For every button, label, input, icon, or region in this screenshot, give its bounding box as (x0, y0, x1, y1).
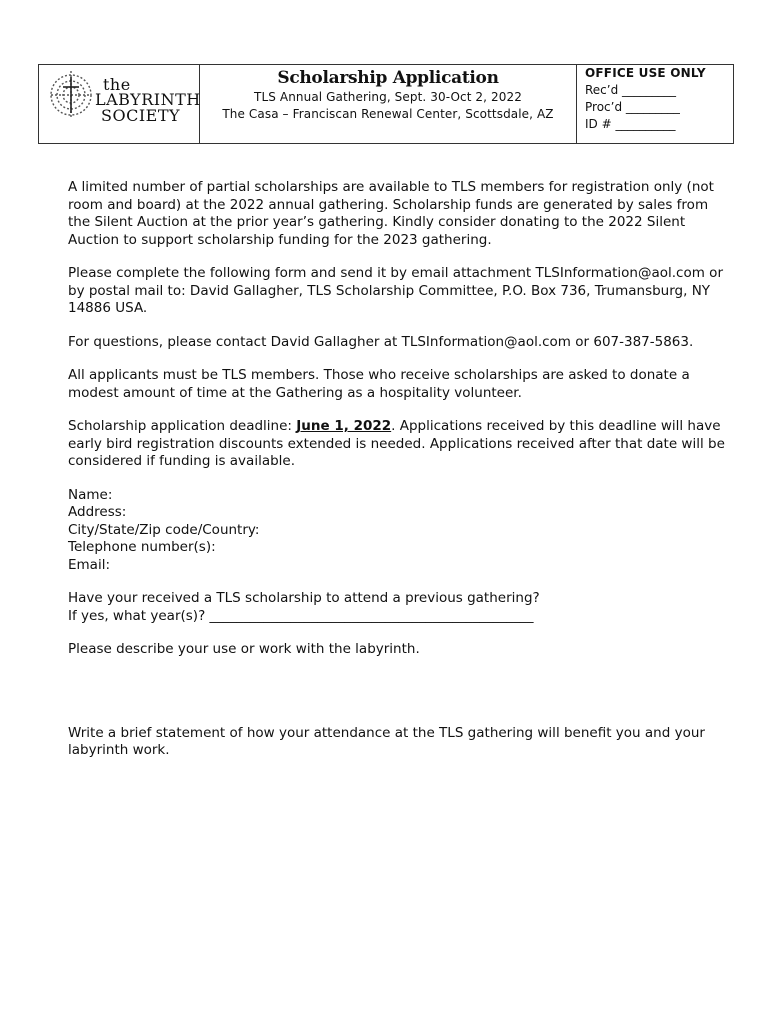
logo-word-society: SOCIETY (101, 106, 181, 125)
statement-prompt: Write a brief statement of how your attendance at the TLS gathering will benefit you and your labyrinth work. (68, 724, 705, 758)
logo-word-labyrinth: LABYRINTH (95, 90, 201, 109)
office-use-heading: OFFICE USE ONLY (585, 66, 706, 80)
previous-scholarship (68, 590, 732, 625)
name-label: Name: (68, 486, 113, 503)
membership-paragraph: All applicants must be TLS members. Those who receive scholarships are asked to donate a modest amount of time at the Gathering as a hospitality volunteer. (68, 367, 690, 401)
email-label: Email: (68, 556, 111, 573)
applicant-fields (68, 487, 732, 575)
phone-label: Telephone number(s): (68, 539, 216, 555)
logo-word-the: the (103, 75, 131, 94)
office-use-box (577, 65, 733, 143)
submission-paragraph: Please complete the following form and send it by email attachment TLSInformation@aol.com or by postal mail to: David Gallagher, TLS Scholarship Committee, P.O. Box 736, Trumansburg, NY 14886 USA. (68, 265, 723, 316)
processed-field: Proc’d _________ (585, 100, 680, 114)
body-text (68, 179, 732, 776)
previous-scholarship-question: Have your received a TLS scholarship to attend a previous gathering? (68, 590, 540, 606)
header-table (38, 64, 734, 144)
id-field: ID # __________ (585, 117, 676, 131)
deadline-prefix: Scholarship application deadline: (68, 418, 297, 434)
deadline-date: June 1, 2022 (296, 418, 392, 434)
contact-paragraph: For questions, please contact David Gallagher at TLSInformation@aol.com or 607-387-5863. (68, 333, 694, 350)
describe-prompt: Please describe your use or work with the labyrinth. (68, 641, 420, 657)
received-field: Rec’d _________ (585, 83, 677, 97)
title-cell (200, 65, 577, 143)
previous-years-field: If yes, what year(s)? ________________________________________________ (68, 607, 534, 624)
deadline-suffix: . Applications received by this deadline will have early bird registration discounts extended is needed. Applications received after that date will be considered if funding is available. (68, 418, 725, 469)
deadline-paragraph (68, 418, 732, 471)
event-venue: The Casa – Franciscan Renewal Center, Scottsdale, AZ (222, 107, 554, 121)
logo (39, 65, 200, 143)
document-title: Scholarship Application (277, 68, 499, 88)
address-label: Address: (68, 504, 127, 520)
intro-paragraph: A limited number of partial scholarships are available to TLS members for registration only (not room and board) at the 2022 annual gathering. Scholarship funds are generated by sales from the Silent Auction at the prior year’s gathering. Kindly consider donating to the 2022 Silent Auction to support scholarship funding for the 2023 gathering. (68, 179, 714, 248)
event-dates: TLS Annual Gathering, Sept. 30-Oct 2, 2022 (254, 90, 522, 104)
labyrinth-logo-icon (49, 67, 97, 127)
city-label: City/State/Zip code/Country: (68, 521, 260, 538)
